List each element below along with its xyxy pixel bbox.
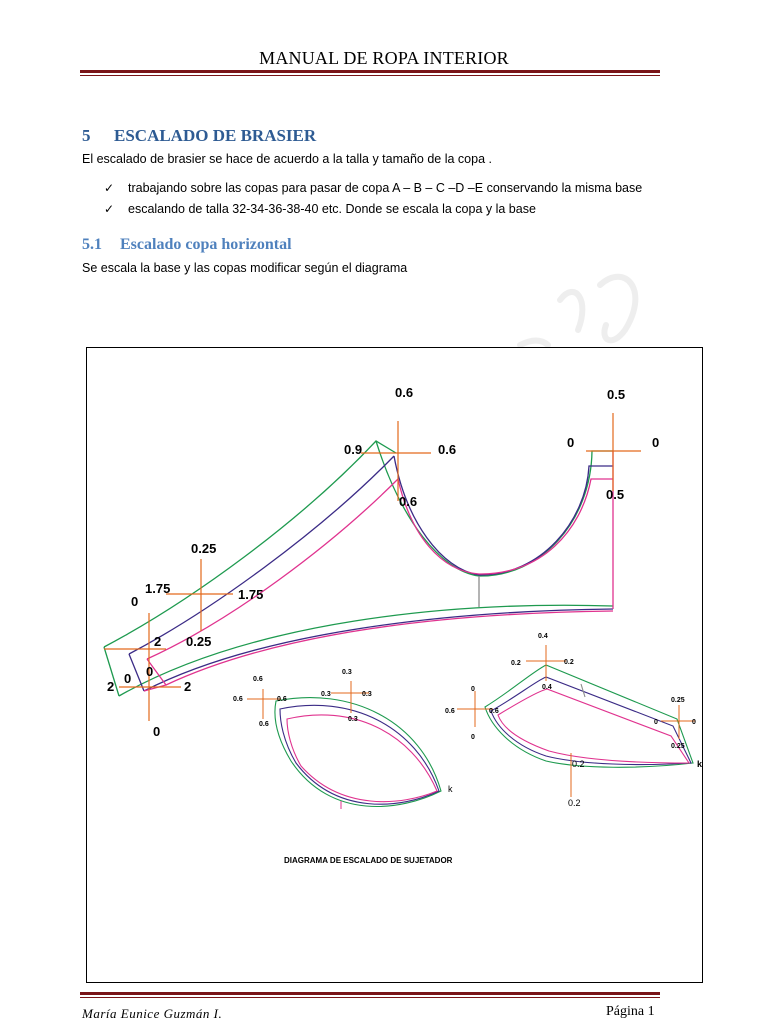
label-value: 0.25 xyxy=(671,743,685,750)
grading-diagram-frame xyxy=(86,347,703,983)
section-heading xyxy=(82,126,316,146)
label-value: 0 xyxy=(124,671,132,686)
label-value: 2 xyxy=(107,679,115,694)
bra-base-pattern xyxy=(104,441,613,696)
label-value: 0.6 xyxy=(489,708,499,715)
grading-diagram xyxy=(87,348,702,982)
label-value: 0 xyxy=(471,686,475,693)
footer-author: María Eunice Guzmán I. xyxy=(82,1006,223,1021)
diagram-caption: DIAGRAMA DE ESCALADO DE SUJETADOR xyxy=(284,856,453,865)
label-value: 0.2 xyxy=(564,659,574,666)
label-value: 0 xyxy=(146,664,154,679)
section-intro: El escalado de brasier se hace de acuerdo a la talla y tamaño de la copa . xyxy=(82,152,492,166)
label-value: 0.6 xyxy=(445,708,455,715)
footer-page-number: Página 1 xyxy=(606,1004,655,1019)
label-value: 0.5 xyxy=(606,487,625,502)
label-value: 0.6 xyxy=(253,676,263,683)
grading-labels-base xyxy=(107,385,659,739)
footer-rule-thin xyxy=(80,997,660,998)
label-value: 0.25 xyxy=(191,541,217,556)
label-value: 1.75 xyxy=(145,581,171,596)
bullet-list xyxy=(104,181,642,223)
list-item xyxy=(104,202,642,223)
label-value: 0.2 xyxy=(572,759,585,769)
label-value: 0.9 xyxy=(344,442,363,457)
label-value: 2 xyxy=(184,679,192,694)
label-value: 0.6 xyxy=(277,696,287,703)
label-value: 0.4 xyxy=(538,633,548,640)
label-value: 0 xyxy=(692,719,696,726)
label-value: 0.25 xyxy=(186,634,212,649)
label-value: 0.3 xyxy=(321,691,331,698)
bullet-text: escalando de talla 32-34-36-38-40 etc. Donde se escala la copa y la base xyxy=(128,202,536,216)
label-value: 0 xyxy=(131,594,139,609)
label-value: 0.4 xyxy=(542,684,552,691)
checkmark-icon: ✓ xyxy=(104,202,115,216)
checkmark-icon: ✓ xyxy=(104,181,115,195)
label-value: 0.2 xyxy=(568,798,581,808)
cup-side-pattern xyxy=(485,665,693,767)
point-k-label: k xyxy=(448,784,453,794)
bullet-text: trabajando sobre las copas para pasar de copa A – B – C –D –E conservando la misma base xyxy=(128,181,643,195)
cup-lower-pattern xyxy=(275,698,441,807)
label-value: 0.3 xyxy=(362,691,372,698)
label-value: 0.6 xyxy=(233,696,243,703)
label-value: 0.25 xyxy=(671,697,685,704)
label-value: 0.3 xyxy=(342,669,352,676)
section-title: ESCALADO DE BRASIER xyxy=(114,126,317,145)
label-value: 0.2 xyxy=(511,660,521,667)
label-value: 1.75 xyxy=(238,587,264,602)
label-value: 2 xyxy=(154,634,162,649)
subsection-title: Escalado copa horizontal xyxy=(120,236,292,253)
label-value: 0.6 xyxy=(399,494,418,509)
label-value: 0.3 xyxy=(348,716,358,723)
grading-arrows-cup-lower xyxy=(247,681,369,719)
list-item xyxy=(104,181,642,202)
subsection-intro: Se escala la base y las copas modificar según el diagrama xyxy=(82,261,408,275)
grading-labels-cup-side xyxy=(445,633,696,750)
subsection-heading xyxy=(82,236,292,254)
footer-rule-thick xyxy=(80,992,660,995)
label-value: 0 xyxy=(654,719,658,726)
grading-arrows-base xyxy=(104,413,641,721)
label-value: 0 xyxy=(153,724,161,739)
label-value: 0 xyxy=(471,734,475,741)
label-value: 0.6 xyxy=(395,385,414,400)
point-k-label: k xyxy=(697,759,702,769)
section-number: 5 xyxy=(82,126,91,145)
subsection-number: 5.1 xyxy=(82,236,102,253)
page-header-title: MANUAL DE ROPA INTERIOR xyxy=(259,48,509,68)
label-value: 0 xyxy=(652,435,660,450)
label-value: 0 xyxy=(567,435,575,450)
label-value: 0.5 xyxy=(607,387,626,402)
label-value: 0.6 xyxy=(259,721,269,728)
label-value: 0.6 xyxy=(438,442,457,457)
